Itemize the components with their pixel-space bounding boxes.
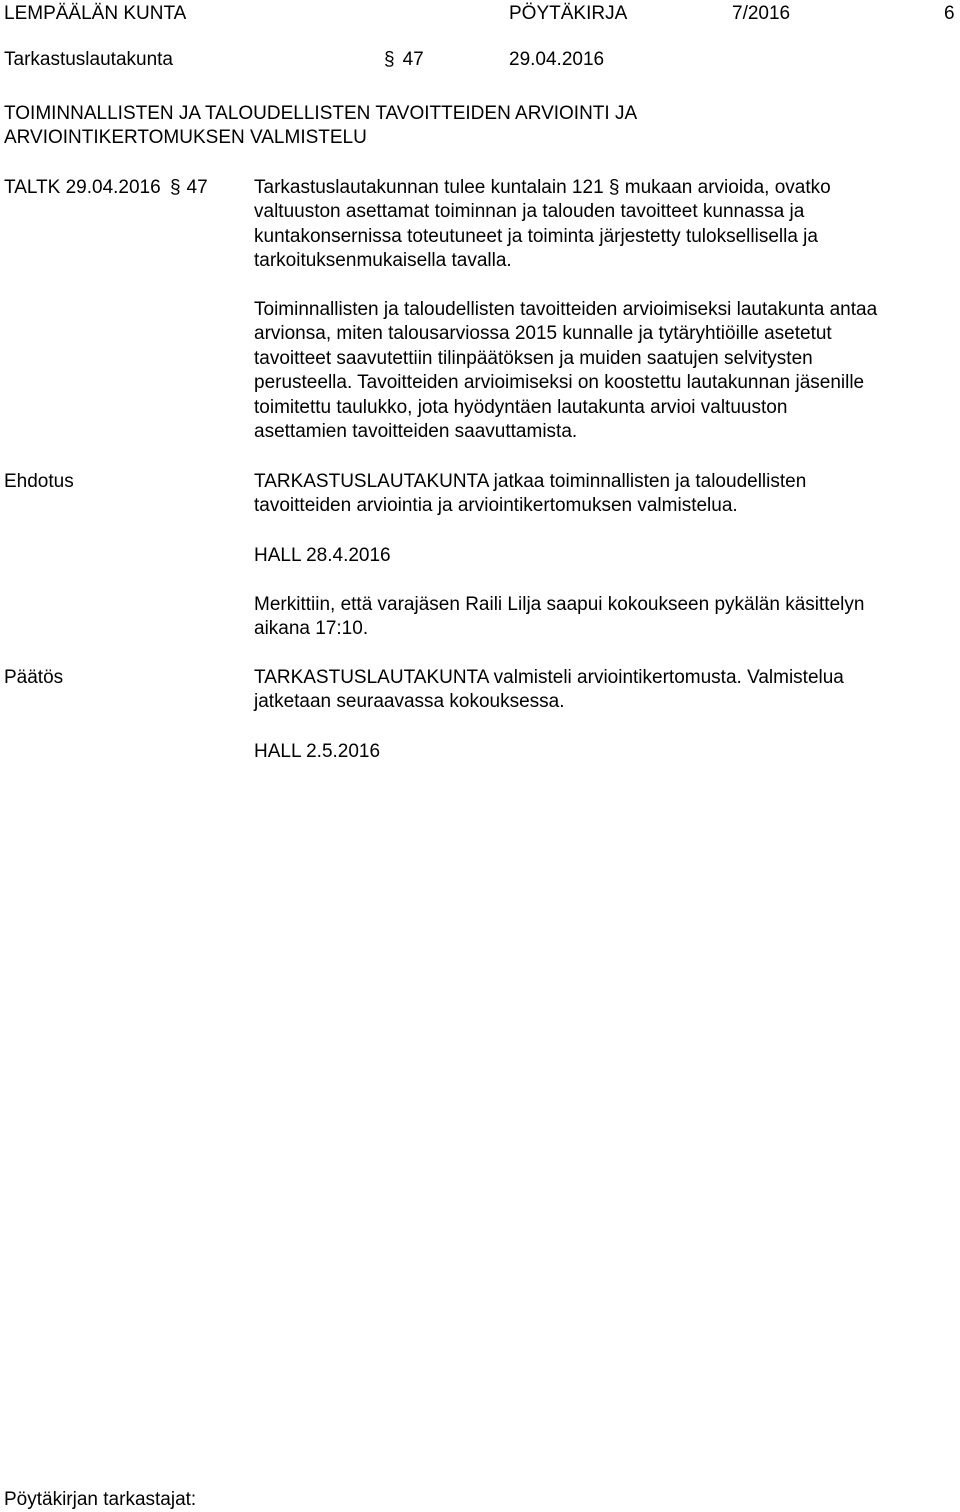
hall-date-1: HALL 28.4.2016 <box>254 545 391 566</box>
proposal-text <box>254 470 958 519</box>
section-symbol: § <box>384 49 395 70</box>
paragraph-line: jatketaan seuraavassa kokouksessa. <box>254 691 565 713</box>
paragraph-line: Tarkastuslautakunnan tulee kuntalain 121 § mukaan arvioida, ovatko <box>254 177 831 198</box>
page-number: 6 <box>944 3 955 24</box>
meeting-date: 29.04.2016 <box>509 49 605 70</box>
paragraph-line: perusteella. Tavoitteiden arvioimiseksi on koostettu lautakunnan jäsenille <box>254 372 865 394</box>
paragraph-line: tavoitteet saavutettiin tilinpäätöksen ja muiden saatujen selvitysten <box>254 347 813 369</box>
board-name: Tarkastuslautakunta <box>4 49 173 70</box>
title-line-1: TOIMINNALLISTEN JA TALOUDELLISTEN TAVOITTEIDEN ARVIOINTI JA <box>4 103 638 124</box>
footer-examiners-label: Pöytäkirjan tarkastajat: <box>4 1489 197 1510</box>
paragraph-line: TARKASTUSLAUTAKUNTA valmisteli arviointikertomusta. Valmistelua <box>254 667 844 688</box>
paragraph-line: tavoitteiden arviointia ja arviointikertomuksen valmistelua. <box>254 495 738 517</box>
entry-reference-date: TALTK 29.04.2016 <box>4 177 161 198</box>
municipality-name: LEMPÄÄLÄN KUNTA <box>4 3 187 24</box>
paragraph-line: toimitettu taulukko, jota hyödyntäen lautakunta arvioi valtuuston <box>254 396 788 418</box>
paragraph-line: asettamien tavoitteiden saavuttamista. <box>254 421 578 443</box>
paragraph-line: valtuuston asettamat toiminnan ja talouden tavoitteet kunnassa ja <box>254 201 805 223</box>
paragraph-line: aikana 17:10. <box>254 618 369 640</box>
entry-section-symbol: § <box>169 177 181 198</box>
meeting-note <box>254 593 958 642</box>
entry-reference <box>4 176 208 200</box>
paragraph-line: Merkittiin, että varajäsen Raili Lilja saapui kokoukseen pykälän käsittelyn <box>254 594 865 615</box>
paragraph-line: kuntakonsernissa toteutuneet ja toiminta järjestetty tuloksellisella ja <box>254 225 818 247</box>
decision-label: Päätös <box>4 667 64 688</box>
paragraph-line: TARKASTUSLAUTAKUNTA jatkaa toiminnallisten ja taloudellisten <box>254 471 807 492</box>
section-reference <box>384 48 424 72</box>
proposal-label: Ehdotus <box>4 471 74 492</box>
page-title <box>4 102 637 151</box>
decision-text <box>254 666 958 715</box>
section-number: 47 <box>402 49 424 70</box>
title-line-2: ARVIOINTIKERTOMUKSEN VALMISTELU <box>4 127 367 149</box>
hall-date-2: HALL 2.5.2016 <box>254 741 381 762</box>
document-number: 7/2016 <box>732 3 791 24</box>
paragraph-line: Toiminnallisten ja taloudellisten tavoitteiden arvioimiseksi lautakunta antaa <box>254 299 878 320</box>
paragraph-evaluation <box>254 298 958 444</box>
document-type: PÖYTÄKIRJA <box>509 3 628 24</box>
paragraph-line: arvionsa, miten talousarviossa 2015 kunnalle ja tytäryhtiöille asetetut <box>254 323 832 345</box>
paragraph-line: tarkoituksenmukaisella tavalla. <box>254 250 512 272</box>
paragraph-description <box>254 176 958 274</box>
entry-section-number: 47 <box>186 177 208 198</box>
